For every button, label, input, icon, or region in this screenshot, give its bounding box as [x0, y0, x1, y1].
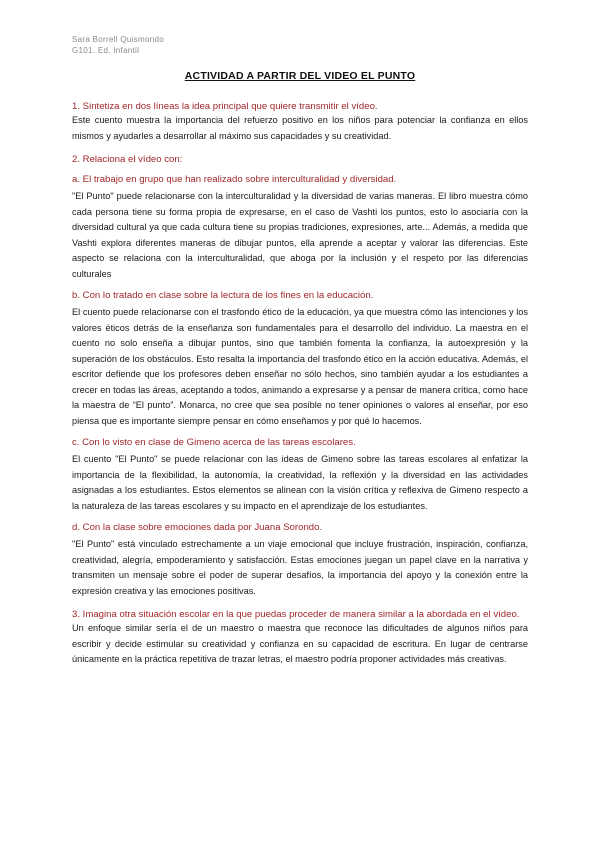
- document-header: [72, 34, 164, 56]
- course-name: G101. Ed. Infantil: [72, 46, 140, 55]
- author-name: Sara Borrell Quismondo: [72, 35, 164, 44]
- question-1-heading: 1. Sintetiza en dos líneas la idea principal que quiere transmitir el vídeo.: [72, 101, 378, 112]
- question-2b-answer: El cuento puede relacionarse con el trasfondo ético de la educación, ya que muestra cómo las intenciones y los valores éticos detrás de la enseñanza son fundamentales para el desarrollo del individuo. La maestra en el cuento no solo enseña a dibujar puntos, sino que también fomenta la confianza, la autoexpresión y la superación de los obstáculos. Esto resalta la importancia del trasfondo ético en la acción educativa. Además, el escritor defiende que los profesores deben enseñar no sólo hechos, sino también ayudar a los estudiantes a crecer en todas las áreas, aceptando a todos, animando a expresarse y a pensar de manera crítica, como hace la maestra de “El punto”. Monarca, no cree que sea posible no tener opiniones o valores al enseñar, por eso piensa que es importante siempre pensar en cómo enseñamos y por qué lo hacemos.: [72, 307, 528, 426]
- question-2d-answer: "El Punto" está vinculado estrechamente a un viaje emocional que incluye frustración, inspiración, confianza, creatividad, alegría, empoderamiento y satisfacción. Estas emociones juegan un papel clave en la narrativa y transmiten un mensaje sobre el poder de superar desafíos, la importancia del apoyo y la conexión entre la expresión creativa y las emociones positivas.: [72, 539, 528, 596]
- question-2c-heading: c. Con lo visto en clase de Gimeno acerca de las tareas escolares.: [72, 437, 356, 448]
- question-2a-answer: "El Punto" puede relacionarse con la interculturalidad y la diversidad de varias maneras. El libro muestra cómo cada persona tiene su forma propia de expresarse, en el caso de Vashti los puntos, esto lo asociaría con la diversidad cultural ya que cada cultura tiene su propias tradiciones, expresiones, arte... Además, a medida que Vashti explora diferentes maneras de dibujar puntos, ella aprende a aceptar y valorar las diferencias. Este aspecto se relaciona con la interculturalidad, que aboga por la inclusión y el respeto por las diferencias culturales: [72, 191, 528, 279]
- question-2d-heading: d. Con la clase sobre emociones dada por Juana Sorondo.: [72, 522, 323, 533]
- question-2c-answer: El cuento "El Punto" se puede relacionar con las ideas de Gimeno sobre las tareas escolares al enfatizar la importancia de la flexibilidad, la autonomía, la creatividad, la reflexión y la diversidad en las actividades asignadas a los estudiantes. Estos elementos se alinean con la visión crítica y reflexiva de Gimeno respecto a la naturaleza de las tareas escolares y su impacto en el aprendizaje de los estudiantes.: [72, 454, 528, 511]
- question-3-answer: Un enfoque similar sería el de un maestro o maestra que reconoce las dificultades de algunos niños para escribir y decide estimular su creatividad y confianza en su capacidad de escritura. En lugar de centrarse únicamente en la práctica repetitiva de trazar letras, el maestro podría proponer actividades más creativas.: [72, 623, 528, 664]
- question-2a-heading: a. El trabajo en grupo que han realizado sobre interculturalidad y diversidad.: [72, 174, 397, 185]
- question-3-heading: 3. Imagina otra situación escolar en la que puedas proceder de manera similar a la abordada en el vídeo.: [72, 609, 520, 620]
- question-2-heading: 2. Relaciona el vídeo con:: [72, 154, 183, 165]
- question-1-answer: Este cuento muestra la importancia del refuerzo positivo en los niños para potenciar la confianza en ellos mismos y ayudarles a desarrollar al máximo sus capacidades y su creatividad.: [72, 115, 528, 141]
- document-body: [72, 100, 528, 668]
- document-title: ACTIVIDAD A PARTIR DEL VIDEO EL PUNTO: [184, 70, 416, 82]
- question-2b-heading: b. Con lo tratado en clase sobre la lectura de los fines en la educación.: [72, 290, 374, 301]
